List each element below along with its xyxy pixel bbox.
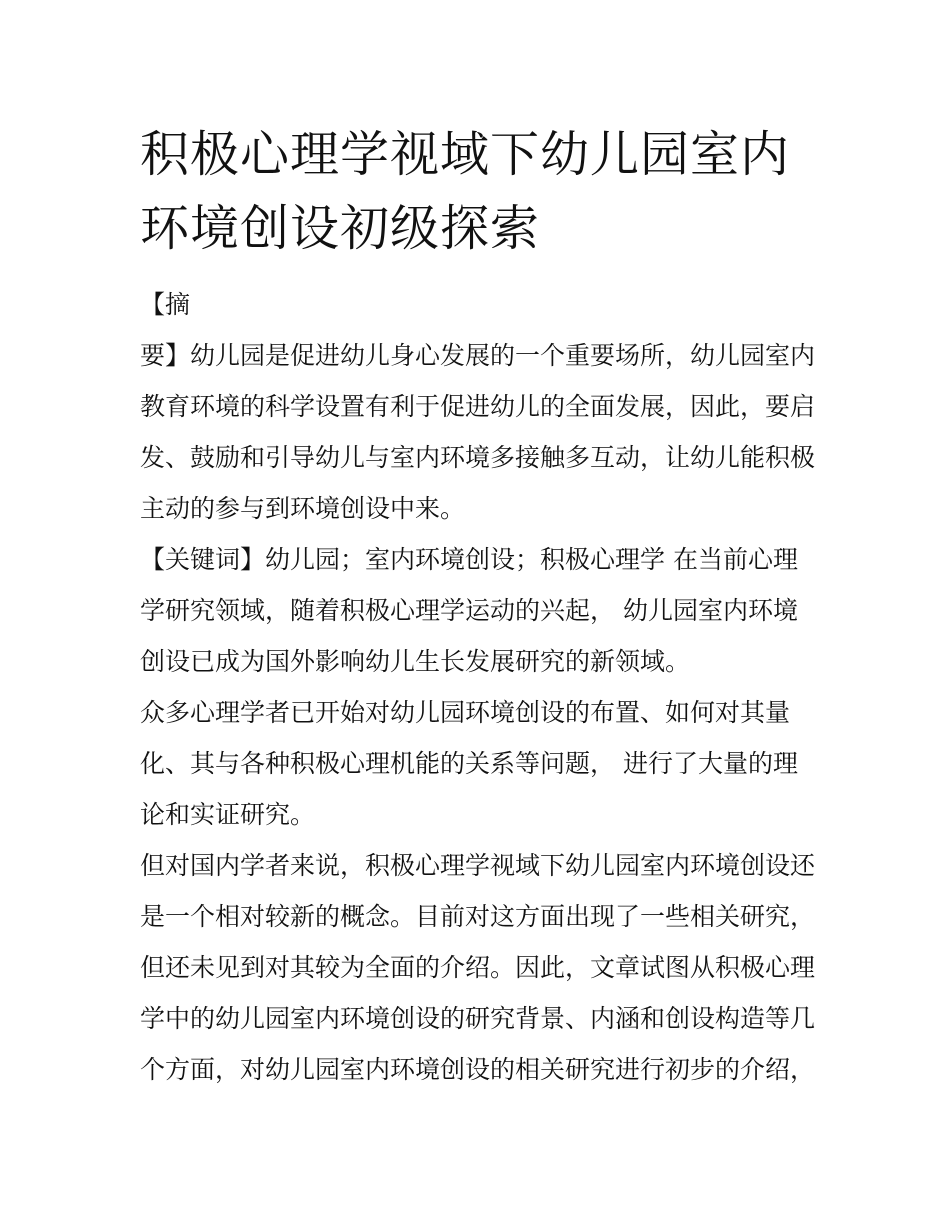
paragraph-line: 但对国内学者来说，积极心理学视域下幼儿园室内环境创设还: [140, 851, 816, 880]
paragraph-line: 创设已成为国外影响幼儿生长发展研究的新领域。: [140, 647, 691, 676]
abstract-line: 发、鼓励和引导幼儿与室内环境多接触多互动，让幼儿能积极: [140, 443, 816, 472]
title-line: 积极心理学视域下幼儿园室内: [140, 126, 791, 183]
paragraph-line: 化、其与各种积极心理机能的关系等问题， 进行了大量的理: [140, 749, 798, 778]
paragraph-line: 但还未见到对其较为全面的介绍。因此，文章试图从积极心理: [140, 953, 816, 982]
document-title: [140, 118, 840, 266]
abstract-line: 要】幼儿园是促进幼儿身心发展的一个重要场所，幼儿园室内: [140, 341, 816, 370]
abstract-line: 教育环境的科学设置有利于促进幼儿的全面发展，因此，要启: [140, 392, 816, 421]
paragraph-line: 众多心理学者已开始对幼儿园环境创设的布置、如何对其量: [140, 698, 791, 727]
title-line: 环境创设初级探索: [140, 200, 541, 257]
paragraph-line: 论和实证研究。: [140, 800, 316, 829]
document-body: [140, 279, 830, 1095]
paragraph-line: 学研究领域，随着积极心理学运动的兴起， 幼儿园室内环境: [140, 596, 798, 625]
paragraph-line: 学中的幼儿园室内环境创设的研究背景、内涵和创设构造等几: [140, 1004, 816, 1033]
paragraph-line: 个方面，对幼儿园室内环境创设的相关研究进行初步的介绍，: [140, 1055, 816, 1084]
keywords-line: 【关键词】幼儿园；室内环境创设；积极心理学 在当前心理: [140, 545, 798, 574]
paragraph-line: 是一个相对较新的概念。目前对这方面出现了一些相关研究，: [140, 902, 816, 931]
abstract-label-line: 【摘: [140, 290, 191, 319]
abstract-line: 主动的参与到环境创设中来。: [140, 494, 466, 523]
